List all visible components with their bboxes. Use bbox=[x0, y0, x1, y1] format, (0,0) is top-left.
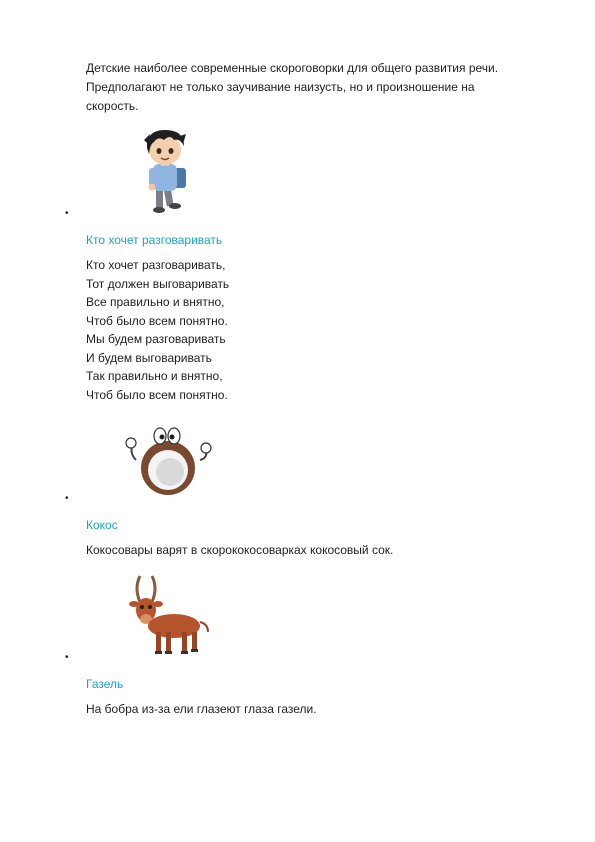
section-text-3: На бобра из-за ели глазеют глаза газели. bbox=[86, 702, 317, 716]
bullet-3: • bbox=[65, 652, 69, 663]
poem-line: Чтоб было всем понятно. bbox=[86, 313, 228, 328]
gazelle-illustration bbox=[126, 574, 212, 656]
section-title-3: Газель bbox=[86, 677, 124, 691]
intro-line-1: Детские наиболее современные скороговорки для общего развития речи. bbox=[86, 61, 499, 75]
section-title-2: Кокос bbox=[86, 518, 118, 532]
coconut-character-illustration bbox=[122, 424, 214, 496]
intro-paragraph bbox=[86, 59, 556, 116]
boy-illustration bbox=[132, 126, 194, 216]
poem-line: И будем выговаривать bbox=[86, 350, 212, 365]
poem-lines bbox=[86, 256, 229, 404]
bullet-1: • bbox=[65, 208, 69, 219]
intro-line-2: Предполагают не только заучивание наизусть, но и произношение на bbox=[86, 80, 475, 94]
poem-line: Все правильно и внятно, bbox=[86, 295, 225, 309]
poem-line: Так правильно и внятно, bbox=[86, 369, 223, 383]
intro-line-3: скорость. bbox=[86, 99, 139, 113]
poem-line: Мы будем разговаривать bbox=[86, 332, 226, 346]
poem-line: Тот должен выговаривать bbox=[86, 276, 230, 291]
poem-line: Кто хочет разговаривать, bbox=[86, 258, 226, 272]
poem-line: Чтоб было всем понятно. bbox=[86, 387, 228, 402]
section-text-2: Кокосовары варят в скорококосоварках кокосовый сок. bbox=[86, 543, 394, 557]
bullet-2: • bbox=[65, 493, 69, 504]
section-title-1: Кто хочет разговаривать bbox=[86, 233, 223, 247]
